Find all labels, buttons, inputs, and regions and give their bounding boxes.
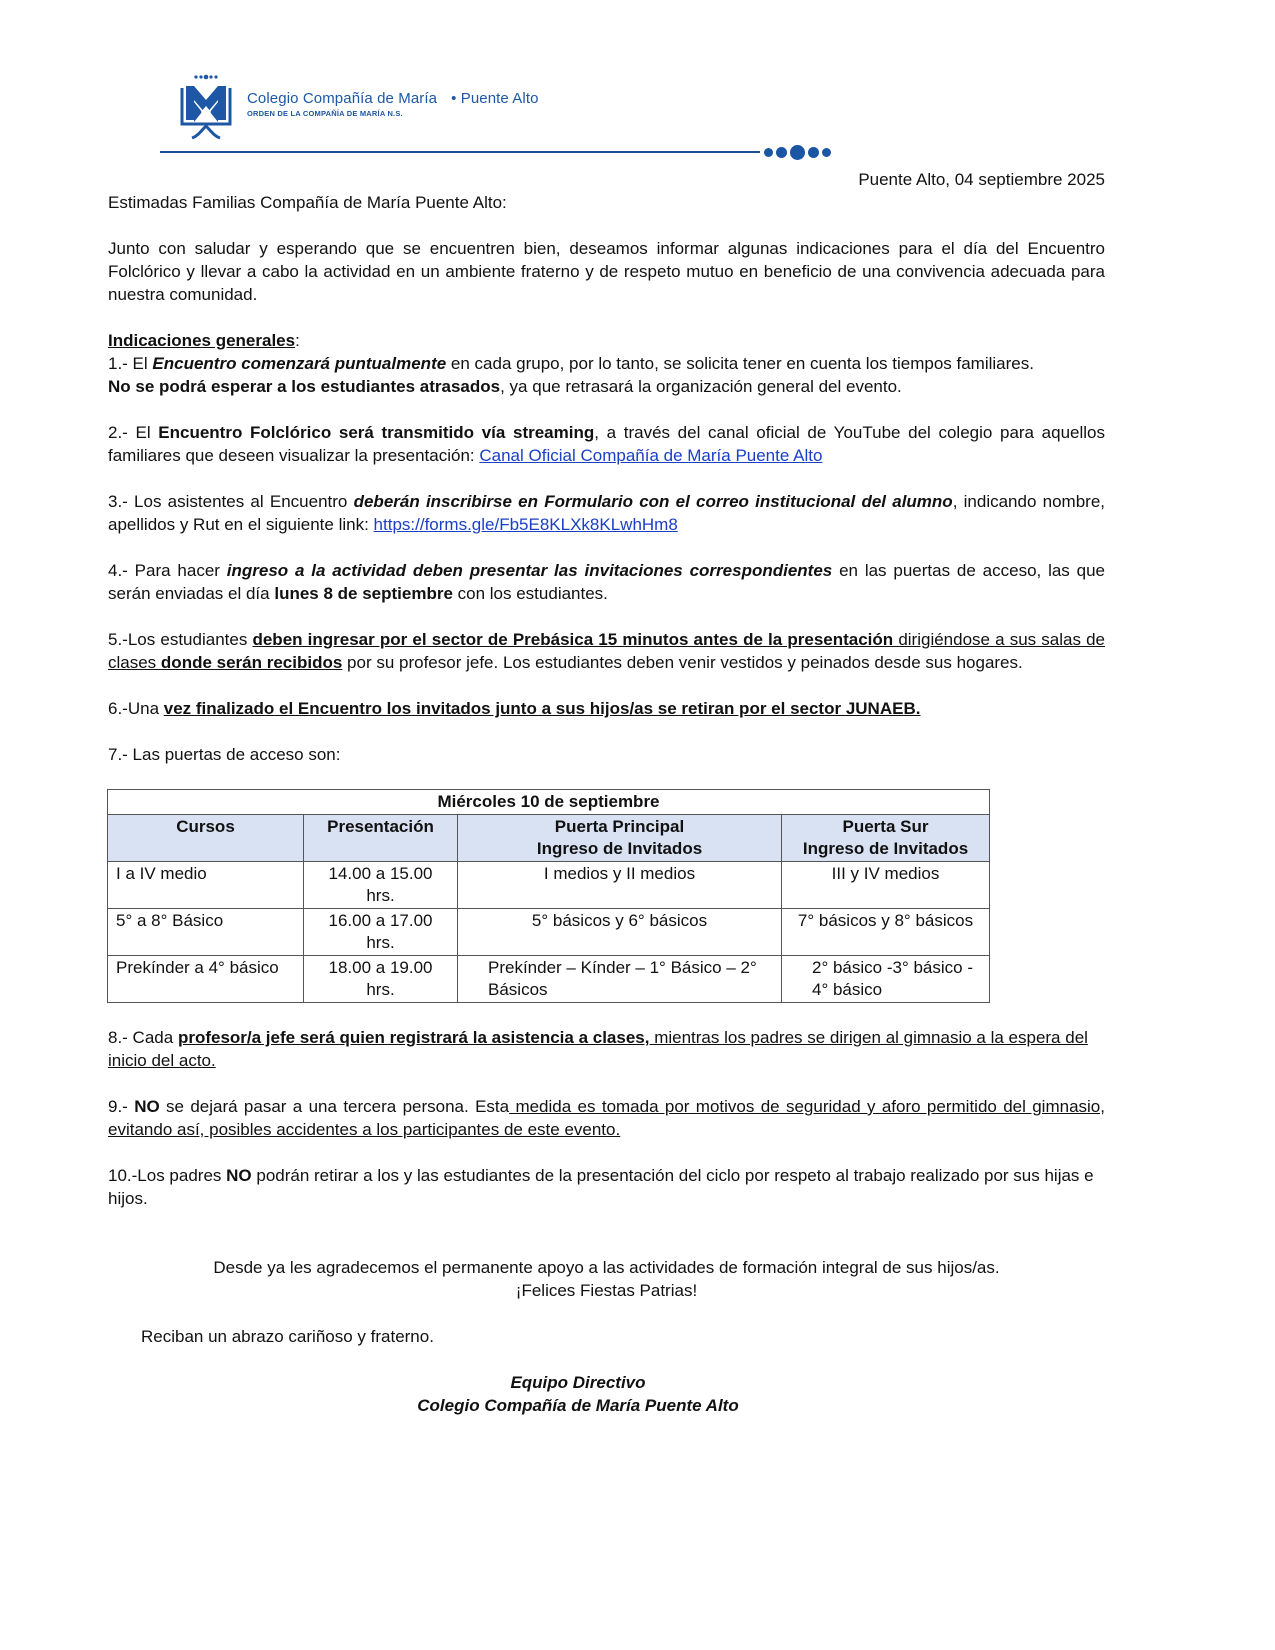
item-1-bold: No se podrá esperar a los estudiantes atrasados: [108, 377, 501, 396]
thanks-text: Desde ya les agradecemos el permanente apoyo a las actividades de formación integral de sus hijos/as.: [213, 1258, 1000, 1277]
signature-line-1: Equipo Directivo: [510, 1373, 646, 1392]
item-8-text: mientras los padres se dirigen al gimnasio a la espera del inicio del acto.: [108, 1028, 1088, 1070]
item-1-text: en cada grupo, por lo tanto, se solicita tener en cuenta los tiempos familiares.: [446, 354, 1034, 373]
item-4: [108, 559, 1105, 605]
signature-line-2: Colegio Compañía de María Puente Alto: [417, 1396, 739, 1415]
cell-principal: I medios y II medios: [458, 862, 782, 909]
youtube-channel-link[interactable]: Canal Oficial Compañía de María Puente Alto: [479, 446, 823, 465]
item-4-emphasis: ingreso a la actividad deben presentar las invitaciones correspondientes: [226, 561, 833, 580]
table-row: [108, 909, 990, 956]
item-3-emphasis: deberán inscribirse en Formulario con el correo institucional del alumno: [353, 492, 953, 511]
item-5-text: dirigiéndose a sus salas de clases: [108, 630, 1106, 672]
table-title: Miércoles 10 de septiembre: [108, 790, 990, 815]
item-7: [108, 743, 1105, 766]
col-puerta-principal-a: Puerta Principal: [554, 817, 685, 836]
col-cursos: Cursos: [108, 815, 304, 862]
item-9-prefix: 9.-: [108, 1097, 135, 1116]
school-name-text: Colegio Compañía de María: [247, 90, 438, 107]
section-colon: :: [295, 331, 300, 350]
item-5-prefix: 5.-Los estudiantes: [108, 630, 253, 649]
col-puerta-sur: [782, 815, 990, 862]
cell-sur: 2° básico -3° básico - 4° básico: [782, 956, 990, 1003]
registration-form-link[interactable]: https://forms.gle/Fb5E8KLXk8KLwhHm8: [373, 515, 678, 534]
table-row: [108, 862, 990, 909]
item-3: [108, 490, 1105, 536]
section-title: Indicaciones generales: [108, 331, 296, 350]
col-presentacion: Presentación: [304, 815, 458, 862]
cell-principal: Prekínder – Kínder – 1° Básico – 2° Básicos: [458, 956, 782, 1003]
cell-sur: 7° básicos y 8° básicos: [782, 909, 990, 956]
signature: [108, 1371, 1048, 1417]
col-puerta-sur-b: Ingreso de Invitados: [802, 839, 969, 858]
greeting: [108, 191, 1105, 214]
closing-thanks: [108, 1256, 1105, 1302]
item-8: [108, 1026, 1105, 1072]
item-2-bold: Encuentro Folclórico será transmitido vía streaming: [158, 423, 595, 442]
cell-cursos: Prekínder a 4° básico: [108, 956, 304, 1003]
item-9: [108, 1095, 1105, 1141]
col-puerta-principal: [458, 815, 782, 862]
item-1: [108, 329, 1105, 398]
school-crest-icon: [180, 74, 232, 140]
col-puerta-principal-b: Ingreso de Invitados: [536, 839, 703, 858]
item-9-text: se dejará pasar a una tercera persona. Esta: [159, 1097, 510, 1116]
fiestas-text: ¡Felices Fiestas Patrias!: [515, 1281, 698, 1300]
hug-text: Reciban un abrazo cariñoso y fraterno.: [141, 1327, 434, 1346]
header-dots-decoration: [764, 143, 831, 161]
item-2: [108, 421, 1105, 467]
table-row: [108, 956, 990, 1003]
school-subtitle: ORDEN DE LA COMPAÑÍA DE MARÍA N.S.: [247, 109, 403, 118]
item-6-emphasis: vez finalizado el Encuentro los invitados junto a sus hijos/as se retiran por el sector JUNAEB.: [163, 699, 921, 718]
item-9-underlined: medida es tomada por motivos de seguridad y aforo permitido del gimnasio, evitando así, posibles accidentes a los participantes de este evento.: [108, 1097, 1105, 1139]
item-10-text: podrán retirar a los y las estudiantes de la presentación del ciclo por respeto al trabajo realizado por sus hijas e hijos.: [108, 1166, 1094, 1208]
item-4-tail: con los estudiantes.: [452, 584, 608, 603]
item-1-emphasis: Encuentro comenzará puntualmente: [152, 354, 447, 373]
letter-body: [108, 168, 1105, 1417]
school-location: • Puente Alto: [451, 90, 539, 107]
access-doors-table: [107, 789, 990, 1003]
item-5-emphasis: deben ingresar por el sector de Prebásica 15 minutos antes de la presentación: [252, 630, 894, 649]
item-5-tail: por su profesor jefe. Los estudiantes deben venir vestidos y peinados desde sus hogares.: [342, 653, 1023, 672]
cell-cursos: I a IV medio: [108, 862, 304, 909]
col-puerta-sur-a: Puerta Sur: [842, 817, 929, 836]
item-10: [108, 1164, 1105, 1210]
item-5: [108, 628, 1105, 674]
item-6: [108, 697, 1105, 720]
header-rule: [160, 151, 760, 153]
item-4-bold: lunes 8 de septiembre: [274, 584, 453, 603]
item-8-prefix: 8.- Cada: [108, 1028, 178, 1047]
letterhead: [160, 0, 880, 168]
item-3-text: , indicando nombre, apellidos y Rut en el siguiente link:: [108, 492, 1105, 534]
item-2-prefix: 2.- El: [108, 423, 159, 442]
cell-presentacion: 16.00 a 17.00 hrs.: [304, 909, 458, 956]
cell-presentacion: 18.00 a 19.00 hrs.: [304, 956, 458, 1003]
table-header-row: [108, 815, 990, 862]
cell-cursos: 5° a 8° Básico: [108, 909, 304, 956]
letter-date: Puente Alto, 04 septiembre 2025: [858, 170, 1105, 189]
item-2-text: , a través del canal oficial de YouTube del colegio para aquellos familiares que deseen visualizar la presentación:: [108, 423, 1105, 465]
greeting-text: Estimadas Familias Compañía de María Puente Alto:: [108, 193, 507, 212]
intro-paragraph: [108, 237, 1105, 306]
item-8-emphasis: profesor/a jefe será quien registrará la asistencia a clases,: [177, 1028, 650, 1047]
item-9-bold: NO: [134, 1097, 160, 1116]
hug-line: [141, 1325, 1105, 1348]
cell-presentacion: 14.00 a 15.00 hrs.: [304, 862, 458, 909]
item-1-tail: , ya que retrasará la organización general del evento.: [500, 377, 902, 396]
item-4-prefix: 4.- Para hacer: [108, 561, 227, 580]
item-3-prefix: 3.- Los asistentes al Encuentro: [108, 492, 354, 511]
item-7-text: 7.- Las puertas de acceso son:: [108, 745, 341, 764]
item-10-bold: NO: [226, 1166, 252, 1185]
item-4-text: en las puertas de acceso, las que serán enviadas el día: [108, 561, 1106, 603]
school-name: [247, 90, 539, 107]
cell-principal: 5° básicos y 6° básicos: [458, 909, 782, 956]
item-6-prefix: 6.-Una: [108, 699, 164, 718]
item-10-prefix: 10.-Los padres: [108, 1166, 227, 1185]
cell-sur: III y IV medios: [782, 862, 990, 909]
item-5-bold: donde serán recibidos: [160, 653, 343, 672]
item-1-prefix: 1.- El: [108, 354, 153, 373]
intro-text: Junto con saludar y esperando que se encuentren bien, deseamos informar algunas indicaciones para el día del Encuentro Folclórico y llevar a cabo la actividad en un ambiente fraterno y de respeto mutuo en beneficio de una convivencia adecuada para nuestra comunidad.: [108, 239, 1105, 304]
